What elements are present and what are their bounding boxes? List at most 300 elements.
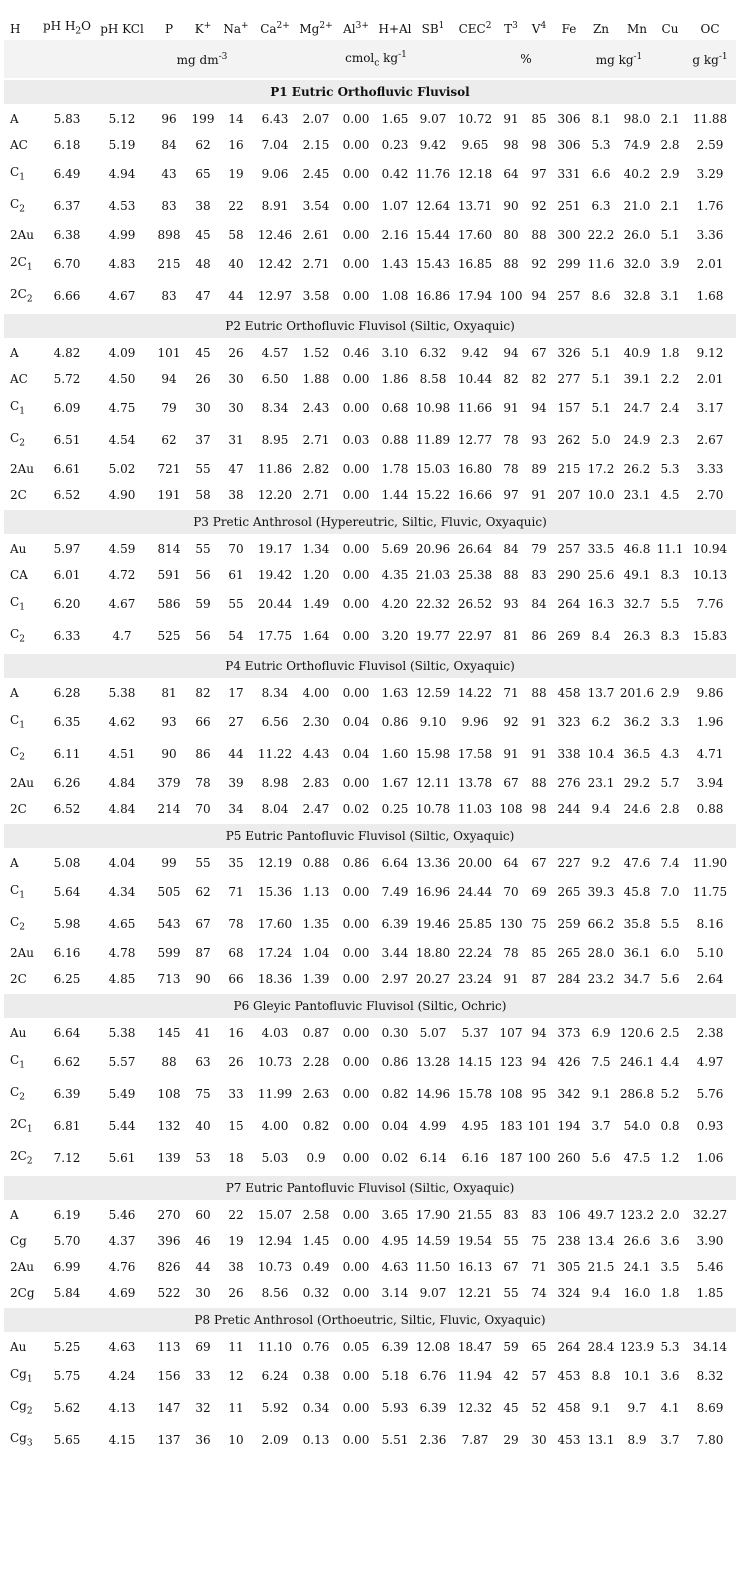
value-cell: 10.13 [692,568,728,582]
value-cell: 16.80 [457,462,493,476]
value-cell: 0.00 [342,1369,370,1383]
value-cell: 88 [161,1055,177,1069]
table-row [4,424,736,456]
value-cell: 6.01 [53,568,81,582]
horizon-cell [4,706,40,738]
value-cell: 12.94 [257,1234,293,1248]
table-row [4,535,736,562]
value-cell: 599 [157,946,181,960]
value-cell: 26.3 [623,629,651,643]
value-cell: 28.0 [587,946,615,960]
horizon-cell [4,1392,40,1424]
value-cell: 91 [531,715,547,729]
value-cell: 5.12 [108,112,136,126]
units-p-na [150,40,254,79]
value-cell: 98 [503,138,519,152]
value-cell: 5.38 [108,1026,136,1040]
value-cell: 6.20 [53,597,81,611]
value-cell: 68 [228,946,244,960]
value-cell: 4.5 [660,488,680,502]
value-cell: 6.43 [261,112,289,126]
value-cell: 156 [157,1369,181,1383]
value-cell: 264 [557,597,581,611]
value-cell: 0.00 [342,488,370,502]
value-cell: 0.00 [342,629,370,643]
table-row [4,679,736,706]
value-cell: 7.76 [696,597,724,611]
value-cell: 2.5 [660,1026,680,1040]
profile-title: P3 Pretic Anthrosol (Hypereutric, Siltic, Fluvic, Oxyaquic) [4,509,736,535]
profile-title: P4 Eutric Orthofluvic Fluvisol (Siltic, Oxyaquic) [4,653,736,679]
value-cell: 4.57 [261,346,289,360]
value-cell: 19.42 [257,568,293,582]
value-cell: 52 [531,1401,547,1415]
value-cell: 83 [531,568,547,582]
value-cell: 11.94 [457,1369,493,1383]
value-cell: 15.43 [415,257,451,271]
value-cell: 61 [228,568,244,582]
value-cell: 4.50 [108,372,136,386]
value-cell: 10 [228,1433,244,1447]
value-cell: 17.2 [587,462,615,476]
value-cell: 0.00 [342,138,370,152]
value-cell: 6.64 [53,1026,81,1040]
header-sup: 3+ [355,21,369,31]
value-cell: 108 [499,802,523,816]
value-cell: 22 [228,199,244,213]
table-row [4,158,736,190]
value-cell: 101 [157,346,181,360]
value-cell: 0.00 [342,372,370,386]
table-row [4,588,736,620]
profile-title: P8 Pretic Anthrosol (Orthoeutric, Siltic, Fluvic, Oxyaquic) [4,1307,736,1333]
value-cell: 0.00 [342,542,370,556]
horizon-cell [4,562,40,588]
value-cell: 10.78 [415,802,451,816]
header-sup: 1 [438,21,445,31]
header-label: Mn [626,22,647,36]
value-cell: 5.46 [108,1208,136,1222]
horizon-cell [4,940,40,966]
horizon-label: Au [10,1340,27,1354]
value-cell: 5.64 [53,885,81,899]
value-cell: 2.67 [696,433,724,447]
value-cell: 59 [503,1340,519,1354]
value-cell: 17.24 [257,946,293,960]
value-cell: 379 [157,776,181,790]
value-cell: 43 [161,167,177,181]
horizon-label: A [10,1208,19,1222]
value-cell: 3.1 [660,289,680,303]
value-cell: 55 [195,542,211,556]
value-cell: 67 [503,776,519,790]
value-cell: 2.2 [660,372,680,386]
value-cell: 9.2 [591,856,611,870]
value-cell: 12.32 [457,1401,493,1415]
value-cell: 100 [527,1151,551,1165]
horizon-label: Cg [10,1234,27,1248]
value-cell: 6.50 [261,372,289,386]
value-cell: 1.76 [696,199,724,213]
value-cell: 26.64 [457,542,493,556]
value-cell: 45 [195,346,211,360]
header-cu [656,0,684,40]
value-cell: 21.03 [415,568,451,582]
value-cell: 2.71 [302,433,330,447]
value-cell: 194 [557,1119,581,1133]
value-cell: 5.1 [591,401,611,415]
value-cell: 67 [503,1260,519,1274]
value-cell: 0.00 [342,776,370,790]
value-cell: 15.22 [415,488,451,502]
horizon-cell [4,280,40,313]
value-cell: 4.04 [108,856,136,870]
value-cell: 35.8 [623,917,651,931]
value-cell: 22.97 [457,629,493,643]
value-cell: 1.88 [302,372,330,386]
units-empty [40,40,94,79]
value-cell: 0.82 [302,1119,330,1133]
value-cell: 0.00 [342,917,370,931]
value-cell: 92 [531,199,547,213]
value-cell: 83 [503,1208,519,1222]
value-cell: 101 [527,1119,551,1133]
value-cell: 94 [531,1026,547,1040]
value-cell: 38 [195,199,211,213]
header-oc [684,0,736,40]
value-cell: 75 [531,1234,547,1248]
value-cell: 36.1 [623,946,651,960]
value-cell: 306 [557,138,581,152]
value-cell: 15.03 [415,462,451,476]
value-cell: 19.77 [415,629,451,643]
value-cell: 17.75 [257,629,293,643]
horizon-label: Cg [10,1399,27,1414]
value-cell: 5.5 [660,597,680,611]
value-cell: 5.97 [53,542,81,556]
value-cell: 44 [228,289,244,303]
value-cell: 3.7 [591,1119,611,1133]
value-cell: 62 [195,138,211,152]
profile-title: P7 Eutric Pantofluvic Fluvisol (Siltic, Oxyaquic) [4,1175,736,1201]
value-cell: 2.3 [660,433,680,447]
value-cell: 32 [195,1401,211,1415]
horizon-label: A [10,686,19,700]
value-cell: 396 [157,1234,181,1248]
value-cell: 0.05 [342,1340,370,1354]
value-cell: 2.09 [261,1433,289,1447]
value-cell: 48 [195,257,211,271]
horizon-label: AC [10,138,28,152]
value-cell: 69 [531,885,547,899]
horizon-cell [4,392,40,424]
value-cell: 17.60 [457,228,493,242]
value-cell: 259 [557,917,581,931]
section-header-row [4,79,736,105]
value-cell: 9.06 [261,167,289,181]
value-cell: 5.0 [591,433,611,447]
value-cell: 6.09 [53,401,81,415]
value-cell: 7.5 [591,1055,611,1069]
value-cell: 4.90 [108,488,136,502]
profile-title: P2 Eutric Orthofluvic Fluvisol (Siltic, Oxyaquic) [4,313,736,339]
horizon-label: C [10,713,20,728]
value-cell: 11 [228,1401,244,1415]
value-cell: 3.65 [381,1208,409,1222]
value-cell: 83 [531,1208,547,1222]
value-cell: 262 [557,433,581,447]
value-cell: 3.5 [660,1260,680,1274]
value-cell: 1.96 [696,715,724,729]
value-cell: 55 [228,597,244,611]
value-cell: 12.20 [257,488,293,502]
value-cell: 49.1 [623,568,651,582]
value-cell: 0.68 [381,401,409,415]
value-cell: 9.4 [591,1286,611,1300]
value-cell: 2.9 [660,167,680,181]
value-cell: 94 [503,346,519,360]
value-cell: 8.58 [419,372,447,386]
header-label: H [10,22,21,36]
value-cell: 113 [157,1340,181,1354]
value-cell: 41 [195,1026,211,1040]
value-cell: 2.1 [660,199,680,213]
value-cell: 277 [557,372,581,386]
value-cell: 21.0 [623,199,651,213]
value-cell: 4.00 [302,686,330,700]
value-cell: 7.49 [381,885,409,899]
value-cell: 90 [161,747,177,761]
value-cell: 4.63 [108,1340,136,1354]
value-cell: 34.14 [692,1340,728,1354]
header-sup: 2+ [319,21,333,31]
value-cell: 1.20 [302,568,330,582]
value-cell: 338 [557,747,581,761]
value-cell: 0.76 [302,1340,330,1354]
value-cell: 18 [228,1151,244,1165]
value-cell: 145 [157,1026,181,1040]
value-cell: 69 [195,1340,211,1354]
value-cell: 207 [557,488,581,502]
value-cell: 1.68 [696,289,724,303]
value-cell: 9.42 [461,346,489,360]
value-cell: 191 [157,488,181,502]
value-cell: 6.39 [419,1401,447,1415]
value-cell: 543 [157,917,181,931]
value-cell: 5.69 [381,542,409,556]
value-cell: 4.65 [108,917,136,931]
units-empty [94,40,150,79]
header-label: CEC [458,22,486,36]
value-cell: 40 [228,257,244,271]
value-cell: 3.94 [696,776,724,790]
value-cell: 0.00 [342,946,370,960]
value-cell: 6.56 [261,715,289,729]
value-cell: 269 [557,629,581,643]
value-cell: 46 [195,1234,211,1248]
horizon-cell [4,1110,40,1142]
value-cell: 12.11 [415,776,451,790]
value-cell: 14.22 [457,686,493,700]
value-cell: 6.3 [591,199,611,213]
table-body [4,0,736,1456]
value-cell: 0.13 [302,1433,330,1447]
value-cell: 44 [228,747,244,761]
value-cell: 0.23 [381,138,409,152]
value-cell: 91 [531,747,547,761]
value-cell: 60 [195,1208,211,1222]
value-cell: 1.04 [302,946,330,960]
value-cell: 56 [195,568,211,582]
value-cell: 4.13 [108,1401,136,1415]
value-cell: 2.63 [302,1087,330,1101]
value-cell: 9.1 [591,1087,611,1101]
header-sup: 2+ [276,21,290,31]
value-cell: 88 [531,686,547,700]
header-label: Fe [561,22,577,36]
value-cell: 90 [503,199,519,213]
header-sup: 3 [512,21,518,31]
value-cell: 2.1 [660,112,680,126]
value-cell: 1.07 [381,199,409,213]
table-row [4,876,736,908]
value-cell: 6.81 [53,1119,81,1133]
value-cell: 98.0 [623,112,651,126]
value-cell: 6.25 [53,972,81,986]
value-cell: 70 [228,542,244,556]
value-cell: 826 [157,1260,181,1274]
value-cell: 13.4 [587,1234,615,1248]
value-cell: 107 [499,1026,523,1040]
value-cell: 0.87 [302,1026,330,1040]
horizon-cell [4,1078,40,1110]
value-cell: 14.59 [415,1234,451,1248]
horizon-subscript: 2 [26,294,33,305]
horizon-cell [4,908,40,940]
header-sb [414,0,452,40]
table-row [4,1078,736,1110]
value-cell: 10.94 [692,542,728,556]
value-cell: 23.24 [457,972,493,986]
value-cell: 88 [503,568,519,582]
value-cell: 18.47 [457,1340,493,1354]
value-cell: 44 [195,1260,211,1274]
value-cell: 67 [531,856,547,870]
value-cell: 0.00 [342,167,370,181]
horizon-label: 2C [10,1149,27,1164]
section-header-row [4,653,736,679]
value-cell: 58 [195,488,211,502]
value-cell: 3.9 [660,257,680,271]
value-cell: 67 [195,917,211,931]
value-cell: 2.38 [696,1026,724,1040]
value-cell: 6.19 [53,1208,81,1222]
header-label: SB [421,22,439,36]
value-cell: 3.58 [302,289,330,303]
value-cell: 0.02 [381,1151,409,1165]
value-cell: 6.52 [53,802,81,816]
value-cell: 32.7 [623,597,651,611]
value-cell: 79 [531,542,547,556]
value-cell: 2.0 [660,1208,680,1222]
value-cell: 4.76 [108,1260,136,1274]
value-cell: 5.7 [660,776,680,790]
table-row [4,1019,736,1046]
value-cell: 82 [195,686,211,700]
value-cell: 55 [195,462,211,476]
value-cell: 74.9 [623,138,651,152]
value-cell: 4.85 [108,972,136,986]
value-cell: 85 [531,946,547,960]
value-cell: 65 [531,1340,547,1354]
value-cell: 13.28 [415,1055,451,1069]
value-cell: 814 [157,542,181,556]
value-cell: 30 [195,401,211,415]
value-cell: 2.07 [302,112,330,126]
horizon-cell [4,1019,40,1046]
value-cell: 87 [195,946,211,960]
header-label: V [531,22,541,36]
value-cell: 24.9 [623,433,651,447]
units-micro [554,40,684,79]
value-cell: 8.91 [261,199,289,213]
header-label: OC [700,22,720,36]
value-cell: 4.09 [108,346,136,360]
horizon-label: C [10,915,20,930]
table-row [4,456,736,482]
value-cell: 15.07 [257,1208,293,1222]
value-cell: 0.00 [342,1208,370,1222]
horizon-subscript: 1 [26,262,33,273]
value-cell: 10.1 [623,1369,651,1383]
value-cell: 4.35 [381,568,409,582]
value-cell: 0.00 [342,1286,370,1300]
value-cell: 2.64 [696,972,724,986]
value-cell: 4.67 [108,289,136,303]
value-cell: 3.7 [660,1433,680,1447]
value-cell: 4.51 [108,747,136,761]
header-ca [254,0,296,40]
value-cell: 20.27 [415,972,451,986]
horizon-label: C [10,745,20,760]
value-cell: 66 [228,972,244,986]
horizon-cell [4,620,40,653]
horizon-cell [4,1201,40,1228]
header-label: K [194,22,204,36]
value-cell: 0.04 [342,747,370,761]
header-label: Mg [299,22,320,36]
unit-text: cmol [345,50,375,65]
value-cell: 3.14 [381,1286,409,1300]
value-cell: 22.24 [457,946,493,960]
value-cell: 7.12 [53,1151,81,1165]
section-header-row [4,993,736,1019]
value-cell: 0.88 [381,433,409,447]
header-label: T [504,22,513,36]
value-cell: 47.6 [623,856,651,870]
value-cell: 9.07 [419,112,447,126]
value-cell: 13.78 [457,776,493,790]
value-cell: 22.32 [415,597,451,611]
value-cell: 67 [531,346,547,360]
value-cell: 2.43 [302,401,330,415]
value-cell: 323 [557,715,581,729]
value-cell: 6.2 [591,715,611,729]
value-cell: 94 [531,1055,547,1069]
value-cell: 33.5 [587,542,615,556]
value-cell: 257 [557,542,581,556]
value-cell: 5.1 [591,372,611,386]
